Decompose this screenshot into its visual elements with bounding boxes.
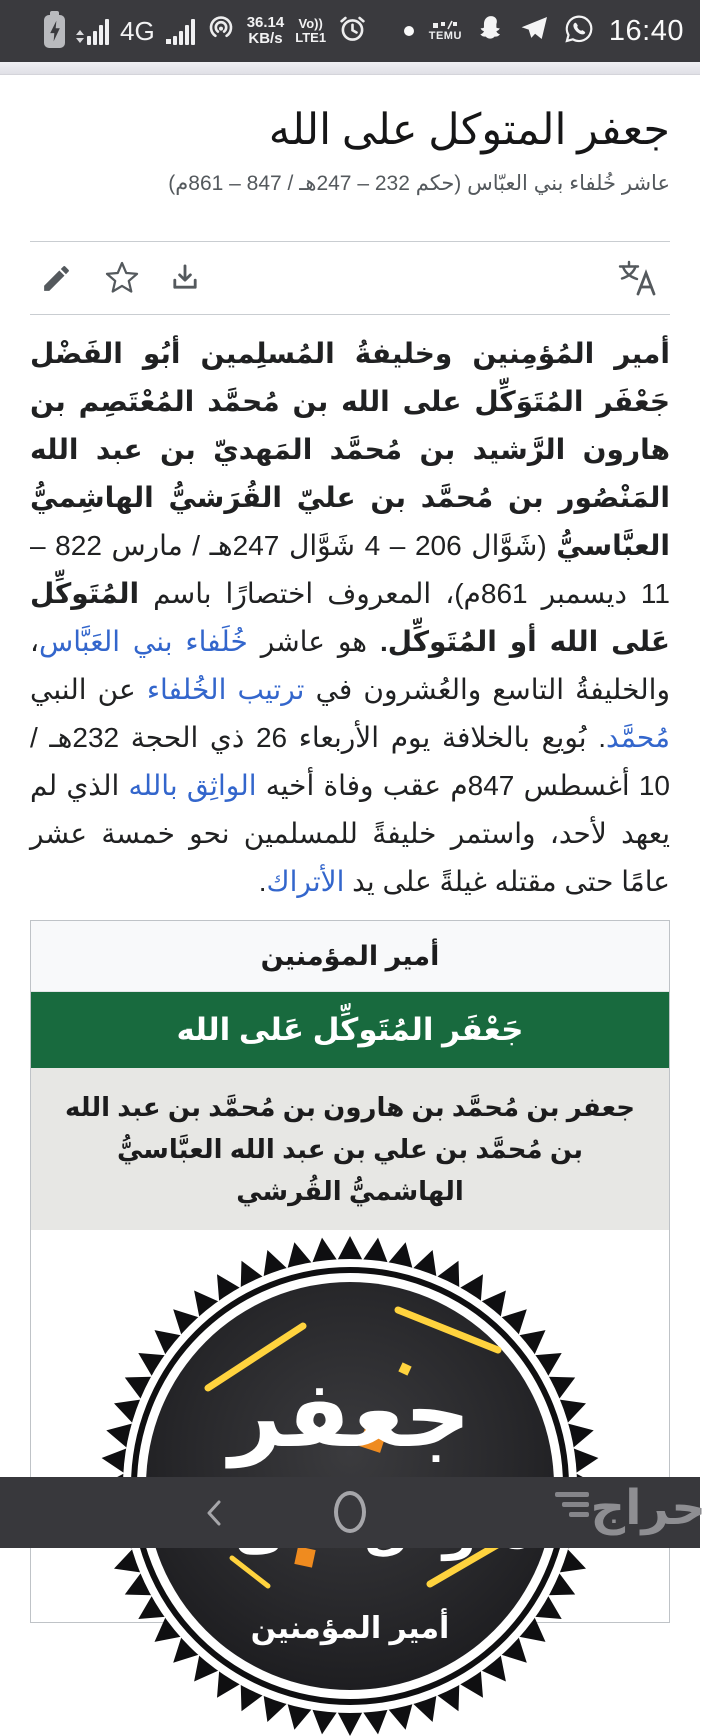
notification-dot-icon [404, 26, 414, 36]
data-arrows-icon [76, 30, 84, 43]
infobox-header: أمير المؤمنين [31, 921, 669, 992]
lead-text: . [259, 866, 267, 897]
haraj-logo-lines-icon [555, 1492, 589, 1517]
volte-indicator: Vo)) LTE1 [295, 17, 326, 45]
lead-text: (شَوَّال 206 – 4 شَوَّال 247هـ / مارس 822 – 11 ديسمبر 861م)، المعروف اختصارًا باسم [30, 530, 670, 609]
article-link[interactable]: ترتيب الخُلفاء [147, 674, 305, 705]
lead-text: . بُويع بالخلافة يوم الأربعاء 26 ذي الحجة 232هـ / 10 أغسطس 847م عقب وفاة أخيه [30, 722, 670, 801]
svg-text:أمير المؤمنين: أمير المؤمنين [251, 1608, 450, 1645]
status-right-group [404, 14, 684, 49]
page-title: جعفر المتوكل على الله [30, 103, 670, 159]
haraj-watermark [555, 1483, 706, 1535]
caliph-seal-image[interactable] [31, 1230, 669, 1622]
signal2-icon [166, 18, 195, 45]
article-content [0, 103, 700, 1623]
battery-icon [44, 15, 65, 48]
haraj-logo-text: حراج [591, 1483, 706, 1535]
lead-text: الذي لم يعهد لأحد، واستمر خليفةً للمسلمين نحو خمسة عشر عامًا حتى مقتله غيلةً على يد [30, 770, 670, 897]
hotspot-icon [206, 14, 236, 49]
lead-text: عن النبي [30, 674, 147, 705]
bookmark-star-button[interactable] [104, 260, 168, 296]
appbar-strip [0, 62, 700, 75]
article-link[interactable]: خُلَفاء بني العَبَّاس [39, 626, 248, 657]
bottom-nav-bar [0, 1477, 700, 1548]
edit-button[interactable] [40, 262, 104, 295]
temu-icon: TEMU [429, 21, 462, 42]
network-type-label: 4G [120, 16, 155, 47]
infobox-name-banner: جَعْفَر المُتَوكِّل عَلى الله [31, 992, 669, 1068]
article-toolbar [30, 242, 670, 314]
whatsapp-icon [564, 14, 594, 49]
infobox-full-name: جعفر بن مُحمَّد بن هارون بن مُحمَّد بن عبد الله بن مُحمَّد بن علي بن عبد الله العبَّاسيُّ الهاشميُّ القُرشي [31, 1068, 669, 1230]
lead-bold-text: المُتَوكِّل عَلى الله أو المُتَوكِّل. [30, 578, 670, 657]
network-speed: 36.14 KB/s [247, 15, 285, 47]
back-button[interactable] [202, 1499, 228, 1532]
article-link[interactable]: الواثِق بالله [128, 770, 256, 801]
telegram-icon [520, 16, 549, 47]
snapchat-icon [477, 14, 505, 48]
language-button[interactable] [616, 258, 660, 298]
article-link[interactable]: مُحمَّد [606, 722, 670, 753]
page-subtitle: عاشر خُلفاء بني العبّاس (حكم 232 – 247هـ / 847 – 861م) [30, 169, 670, 199]
signal-icon [76, 18, 109, 45]
lead-text: ، والخليفةُ التاسع والعُشرون في [30, 626, 670, 705]
lead-text: هو عاشر [248, 626, 380, 657]
download-button[interactable] [168, 261, 232, 295]
lead-bold-text: أمير المُؤمِنين وخليفةُ المُسلِمين أبُو الفَضْل جَعْفَر المُتَوَكِّل على الله بن مُحمَّد المُعْتَصِم بن هارون الرَّشيد بن مُحمَّد المَهديّ بن عبد الله المَنْصُور بن مُحمَّد بن عليّ القُرَشيُّ الهاشِميُّ العبَّاسيُّ [30, 338, 670, 561]
clock-time: 16:40 [609, 15, 684, 48]
home-button[interactable] [334, 1491, 366, 1533]
svg-text:جعفر: جعفر [225, 1364, 471, 1469]
divider [30, 314, 670, 315]
status-left-group [44, 13, 368, 49]
status-bar [0, 0, 700, 62]
alarm-icon [337, 13, 368, 49]
lead-paragraph [30, 330, 670, 906]
article-link[interactable]: الأتراك [267, 866, 345, 897]
